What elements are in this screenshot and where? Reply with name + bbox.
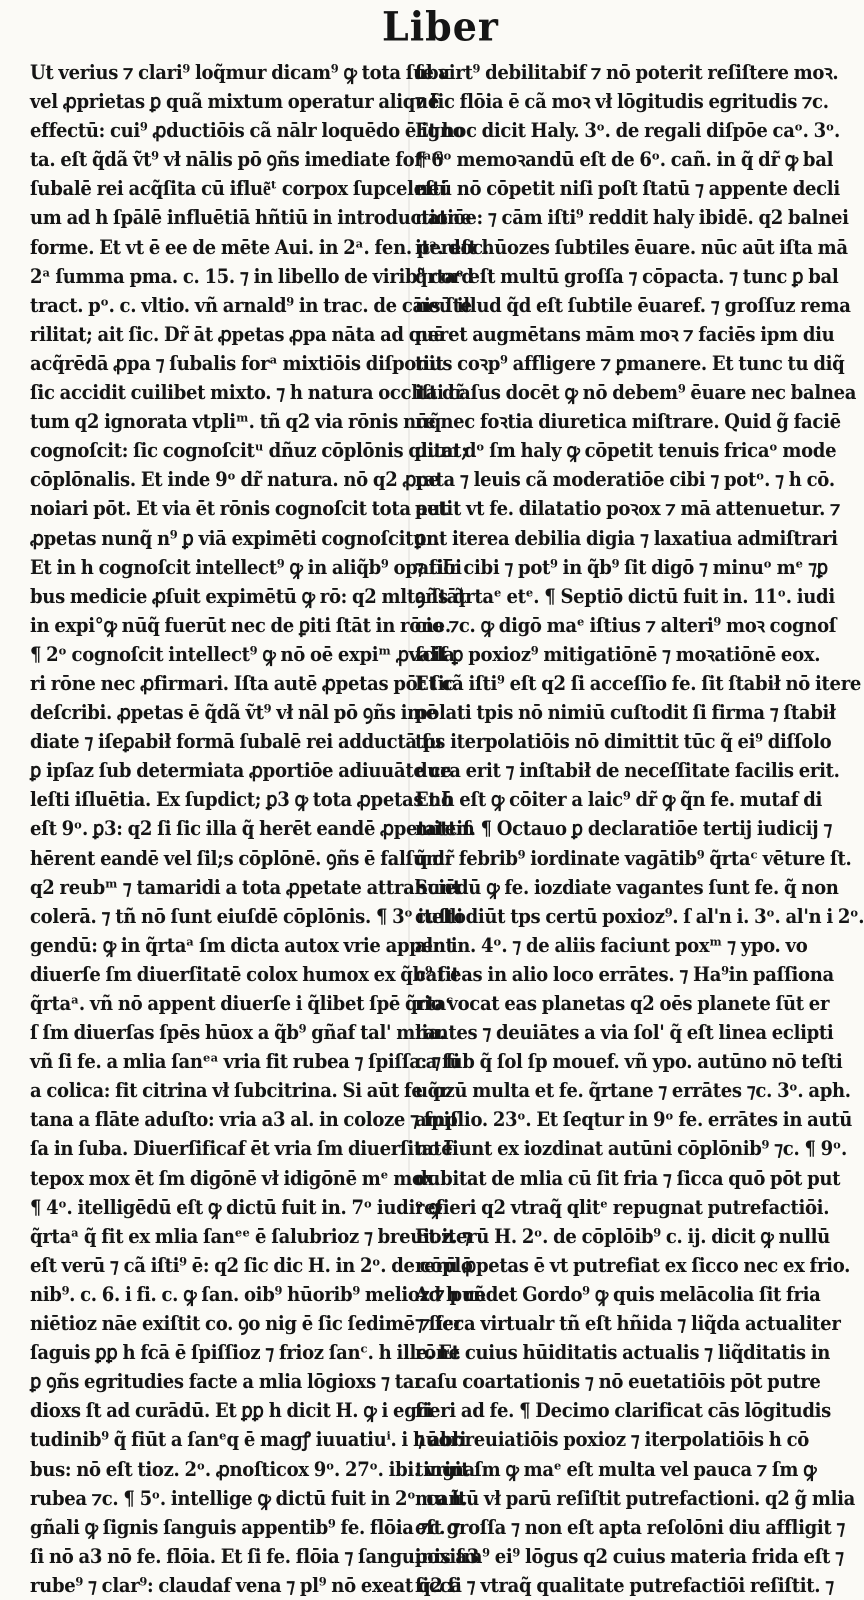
right-column-line: tps iterpolatiōis nō dimittit tūc q̃ ei⁹ diſſolo (415, 730, 832, 754)
right-column-line: Et iterū H. 2ᵒ. de cōplōib⁹ c. ij. dicit ꝙ nullū (415, 1224, 830, 1248)
right-column-line: Et h eſt ꝙ cōiter a laic⁹ dr̃ ꝙ q̃n fe. mutaf di (415, 788, 823, 812)
right-column-line: q̃ dr̃ febrib⁹ iordinate vagātib⁹ q̃rtaᶜ vēture ſt. (415, 846, 852, 870)
right-column-line: q̃rtaᵉ eſt multū groſſa ⁊ cōpacta. ⁊ tunc ꝑ bal (415, 264, 839, 288)
left-column-line: a colica: fit citrina vł ſubcitrina. Si aūt fe q̃r (30, 1079, 450, 1103)
left-column-line: ſubalē rei acq̃ſita cū iflue͂ᵗ corpox ſupceleſti (30, 177, 447, 201)
right-column-line: tius coꝛp⁹ affligere ⁊ ꝑmanere. Et tunc tu diq̃ (415, 351, 845, 375)
right-column-line: iſti caſus docēt ꝙ nō debem⁹ ēuare nec balnea (415, 381, 857, 405)
left-column-line: vñ ſi fe. a mlia ſanᵉᵃ vria fit rubea ⁊ ſpiſſa: ⁊ ſi (30, 1050, 460, 1074)
right-column-line: itereſt hūozes ſubtiles ēuare. nūc aūt iſta mā (415, 235, 848, 259)
left-column-line: gñali ꝙ ſignis ſanguis appentib⁹ fe. flōia ⁊c. ⁊ (30, 1515, 461, 1539)
left-column-line: ſaguis ꝑꝑ h fcā ē ſpiſſioz ⁊ frioz ſanᶜ. h ille. Et (30, 1341, 460, 1365)
left-column-line: ſa in ſuba. Diuerſificaf ēt vria ſm diuerſitatē (30, 1137, 453, 1161)
right-column-line: tingit ſm ꝙ maᵉ eſt multa vel pauca ⁊ ſm ꝙ (415, 1457, 817, 1481)
left-column-line: eſt verū ⁊ cã iſti⁹ ē: q2 ſic dic H. in 2ᵒ. de cōplō (30, 1253, 473, 1277)
right-column-line: refieri q2 vtraq̃ qlitᵉ repugnat putrefactiōi. (415, 1195, 830, 1219)
right-column-line: natiōe: ⁊ cām iſti⁹ reddit haly ibidē. q2 balnei (415, 206, 849, 230)
left-column-line: tepox mox ēt ſm digōnē vł idigōnē mᵉ mox. (30, 1166, 441, 1190)
right-column-line: poxiſm⁹ ei⁹ lōgus q2 cuius materia frida eſt ⁊ (415, 1544, 844, 1568)
right-column-line: cuſtodiūt tps certū poxioz⁹. ſ al'n i. 3ᵒ. al'n i 2ᵒ. (415, 904, 864, 928)
left-column-line: diate ⁊ iſeꝑabił formā ſubalē rei adductā ſu (30, 730, 442, 754)
left-column-line: tudinib⁹ q̃ fiūt a ſanᵉq ē magꝭ iuuatiuⁱ. i hūori (30, 1428, 466, 1452)
left-column-line: rilitat; ait ſic. Dr̃ āt ꝓpetas ꝓpa nāta ad quā (30, 322, 446, 346)
right-column-line: dura erit ⁊ inſtabił de neceſſitate facilis erit. (415, 759, 840, 783)
right-column-line: mu ltū vł parū reſiſtit putrefactioni. q2 g̃ mlia (415, 1486, 856, 1510)
left-column-line: gendū: ꝙ in q̃rtaᵃ ſm dicta autox vrie appent (30, 933, 454, 957)
right-column-line: polati tpis nō nimiū cuſtodit ſi firma ⁊ ſtabił (415, 701, 836, 725)
right-column-line: ſcif ꝑ poxioz⁹ mitigatiōnē ⁊ moꝛatiōnē eox. (415, 642, 821, 666)
right-column-line: amplio. 23ᵒ. Et ſeqtur in 9ᵒ fe. errātes in autū (415, 1108, 853, 1132)
left-column-line: 2ᵃ ſumma pma. c. 15. ⁊ in libello de virib⁹ cord (30, 264, 474, 288)
right-column-line: rerū ꝓpetas ē vt putrefiat ex ſicco nec ex frio. (415, 1253, 851, 1277)
left-column-line: diuerſe ſm diuerſitatē colox humox ex q̃b⁹ fit (30, 962, 460, 986)
right-column-line: caſu coartationis ⁊ nō euetatiōis pōt putre (415, 1370, 821, 1394)
right-column-line: petit vt fe. dilatatio poꝛox ⁊ mā attenuetur. ⁊ (415, 497, 841, 521)
right-column-line: ⁊ abbreuiatiōis poxioz ⁊ iterpolatiōis h cō (415, 1428, 809, 1452)
right-column-line: no fiunt ex iozdinat autūni cōplōnib⁹ ⁊c. ¶ 9ᵒ. (415, 1137, 847, 1161)
right-column-line: rantes ⁊ deuiātes a via ſol' q̃ eſt linea eclipti (415, 1021, 834, 1045)
left-column-line: Et in h cognoſcit intellect⁹ ꝙ in aliq̃b⁹ opatiōi (30, 555, 462, 579)
left-column-line: rubea ⁊c. ¶ 5ᵒ. intellige ꝙ dictū fuit in 2ᵒ. cañ. (30, 1486, 468, 1510)
right-column-line: ca ſub q̃ ſol ſp mouef. vñ ypo. autūno nō teſti (415, 1050, 843, 1074)
left-column-line: ſic accidit cuilibet mixto. ⁊ h natura occlta dr̃ (30, 381, 464, 405)
left-column-line: dioxs ſt ad curādū. Et ꝑꝑ h dicit H. ꝙ i egri (30, 1399, 433, 1423)
left-column-line: um ad h ſpālē influētiā hñtiū in introductione (30, 206, 472, 230)
left-column-line: leſti iſluētia. Ex ſupdict; ꝑ3 ꝙ tota ꝓpetas nō (30, 788, 453, 812)
left-column-line: vel ꝓprietas ꝑ quã mixtum operatur aliquē (30, 90, 440, 114)
right-column-line: Sciēdū ꝙ fe. iozdiate vagantes ſunt fe. q̃ non (415, 875, 839, 899)
right-column-line: aln in. 4ᵒ. ⁊ de aliis faciunt poxᵐ ⁊ ypo. vo (415, 933, 808, 957)
left-column-line: bus: nō eſt tioz. 2ᵒ. ꝓnoſticox 9ᵒ. 27ᵒ. ibi. vrina (30, 1457, 475, 1481)
right-column-line: Et hoc dicit Haly. 3ᵒ. de regali diſpōe caᵒ. 3ᵒ. (415, 119, 840, 143)
left-column-line: q2 reubᵐ ⁊ tamaridi a tota ꝓpetate attrahunt (30, 875, 461, 899)
left-column-line: colerā. ⁊ tñ nō ſunt eiuſdē cōplōnis. ¶ 3ᵒ itelli (30, 904, 463, 928)
running-title: Liber (382, 2, 499, 51)
left-column-line: niētioz nāe exiſtit co. ꝯo nig ē ſic ſedimē ⁊ fer (30, 1312, 463, 1336)
left-column-line: effectū: cui⁹ ꝓductiōis cã nālr loquēdo ē igno (30, 119, 465, 143)
right-column-line: rōne cuius hūiditatis actualis ⁊ liq̃ditatis in (415, 1341, 831, 1365)
left-column-line: Ut verius ⁊ clari⁹ loq̃mur dicam⁹ ꝙ tota ſuba (30, 61, 450, 84)
left-column-line: noiari pōt. Et via ēt rōnis cognoſcit tota aut (30, 497, 448, 521)
right-column-line: mittif. ¶ Octauo ꝑ declaratiōe tertij iudicij ⁊ (415, 817, 833, 841)
page-header (0, 0, 800, 58)
left-column-line: bus medicie ꝓſuit expimētū ꝙ rō: q2 mlta ſtāt (30, 584, 467, 608)
left-column-line: cōplōnalis. Et inde 9ᵒ dr̃ natura. nō q2 ꝓpe (30, 468, 440, 492)
left-column-line: forme. Et vt ē ee de mēte Aui. in 2ᵃ. fen. pᵃ. doc. (30, 235, 489, 259)
left-column-line: q̃rtaᵃ q̃ fit ex mlia ſanᵉᵉ ē ſalubrioz ⁊ breuioz. ⁊ (30, 1224, 471, 1248)
left-column-line: deſcribi. ꝓpetas ē q̃dã ṽt⁹ vł nāl pō ꝯñs imē (30, 701, 438, 725)
left-column-line: acq̃rēdā ꝓpa ⁊ ſubalis forᵃ mixtiōis diſponit (30, 351, 444, 375)
right-column-line: rata ⁊ leuis cã moderatiōe cibi ⁊ potᵒ. ⁊ h cō. (415, 468, 835, 492)
right-column-line: dubitat de mlia cū ſit fria ⁊ ſicca quō pōt put (415, 1166, 841, 1190)
left-column-line: ꝓpetas nunq̃ n⁹ ꝑ viā expimēti cognoſcitur. (30, 526, 440, 550)
right-column-line: neret augmētans mām moꝛ ⁊ faciēs ipm diu (415, 322, 835, 346)
left-column (30, 58, 489, 1597)
left-column-line: ꝑ ipſaz ſub determiata ꝓportiōe adiuuāte ce (30, 759, 452, 783)
right-column-line: ꝯñs q̃rtaᵉ etᵉ. ¶ Septiō dictū fuit in. 11ᵒ. iudi (415, 584, 835, 608)
left-column-line: rube⁹ ⁊ clar⁹: claudaf vena ⁊ pl⁹ nō exeat q2 ſi (30, 1573, 462, 1597)
left-column-line: tract. pᵒ. c. vltio. vñ arnald⁹ in trac. de cāis ſte (30, 293, 472, 317)
left-column-line: nib⁹. c. 6. i fi. c. ꝙ ſan. oib⁹ hūorib⁹ melioz ⁊ pue (30, 1282, 486, 1306)
left-column-line: ¶ 2ᵒ cognoſcit intellect⁹ ꝙ nō oē expiᵐ ꝓvalla (30, 642, 455, 666)
left-column-line: q̃rtaᵃ. vñ nō appent diuerſe i q̃libet ſpē q̃rtaᶜ (30, 992, 454, 1015)
right-column-line: ꝑnt iterea debilia digia ⁊ laxatiua admiſtrari (415, 526, 838, 550)
right-column-line: Ad h rñdet Gordo⁹ ꝙ quis melācolia ſit fria (415, 1282, 821, 1306)
right-column-line: ¶ 6ᵒ memoꝛandū eſt de 6ᵒ. cañ. in q̃ dr̃ ꝙ bal (415, 148, 834, 172)
right-column-line: u ozū multa et fe. q̃rtane ⁊ errātes ⁊c. 3ᵒ. aph. (415, 1079, 851, 1103)
right-column-line: rio vocat eas planetas q2 oēs planete ſūt er (415, 992, 830, 1015)
right-column-line: neū nō cōpetit niſi poſt ſtatū ⁊ appente decli (415, 177, 840, 201)
right-column-line: eſt groſſa ⁊ non eſt apta reſolōni diu affligit ⁊ (415, 1515, 846, 1539)
left-column-line: ſ ſm diuerſas ſpēs hūox a q̃b⁹ gñaf tal' mlia. (30, 1021, 446, 1045)
left-column-line: tum q2 ignorata vtpliᵐ. tñ q2 via rōnis nūq̃ (30, 410, 441, 434)
right-column-line: re nec foꝛtia diuretica miſtrare. Quid g̃ faciē (415, 410, 841, 434)
left-column-line: ſi nō a3 nō fe. flōia. Et ſi fe. flōia ⁊ ſanguinis a3 (30, 1544, 479, 1568)
right-column-line: cat eas in alio loco errātes. ⁊ Ha⁹in paſſiona (415, 962, 834, 986)
right-column-line: fe virt⁹ debilitabif ⁊ nō poterit reſiſtere moꝛ. (415, 61, 839, 84)
left-column-line: ri rōne nec ꝓfirmari. Iſta autē ꝓpetas pōt ſic (30, 671, 455, 695)
right-column-line: ⁊ ſicca virtualr tñ eſt hñida ⁊ liq̃da actualiter (415, 1312, 841, 1336)
left-column-line: in expi°ꝙ nūq̃ fuerūt nec de ꝑiti ſtāt in rōne. (30, 613, 451, 637)
left-column-line: cognoſcit: ſic cognoſcitᵘ dñuz cōplōnis qlitat; (30, 439, 468, 463)
right-column-line: ⁊ ſilr cibi ⁊ pot⁹ in q̃b⁹ ſit digō ⁊ minuᵒ mᵉ ⁊ꝑ (415, 555, 828, 579)
left-column-line: ¶ 4ᵒ. itelligēdū eſt ꝙ dictū fuit in. 7ᵒ iudiᵒ ꝙ (30, 1195, 442, 1219)
right-column-line: Et cã iſti⁹ eſt q2 ſi acceſſio fe. ſit ſtabił nō itere (415, 671, 862, 695)
right-column-line: ⁊ ſic flōia ē cã moꝛ vł lōgitudis egritudis ⁊c. (415, 90, 829, 114)
right-column-line: cio ⁊c. ꝙ digō maᵉ iſtius ⁊ alteri⁹ moꝛ cognoſ (415, 613, 837, 637)
left-column-line: tana a flāte aduſto: vria a3 al. in coloze ⁊ ſpiſ (30, 1108, 458, 1132)
left-column-line: eſt 9ᵒ. ꝑ3: q2 ſi ſic illa q̃ herēt eandē ꝓpetatem (30, 817, 475, 841)
right-column-line: dum dᵒ ſm haly ꝙ cōpetit tenuis fricaᵒ mode (415, 439, 837, 463)
right-column-line: fieri ad fe. ¶ Decimo clarificat cās lōgitudis (415, 1399, 831, 1423)
right-column (415, 58, 864, 1597)
right-column-line: ſicca ⁊ vtraq̃ qualitate putrefactiōi reſiſtit. ⁊ (415, 1573, 834, 1597)
right-column-line: neū illud q̃d eſt ſubtile ēuaref. ⁊ groſſuz rema (415, 293, 851, 317)
left-column-line: ꝑ ꝯñs egritudies facte a mlia lōgioxs ⁊ tar (30, 1370, 424, 1394)
left-column-line: ta. eſt q̃dã ṽt⁹ vł nālis pō ꝯñs imediate forᵃᵐ (30, 148, 445, 172)
left-column-line: hērent eandē vel ſil;s cōplōnē. ꝯñs ē falſum: (30, 846, 451, 870)
